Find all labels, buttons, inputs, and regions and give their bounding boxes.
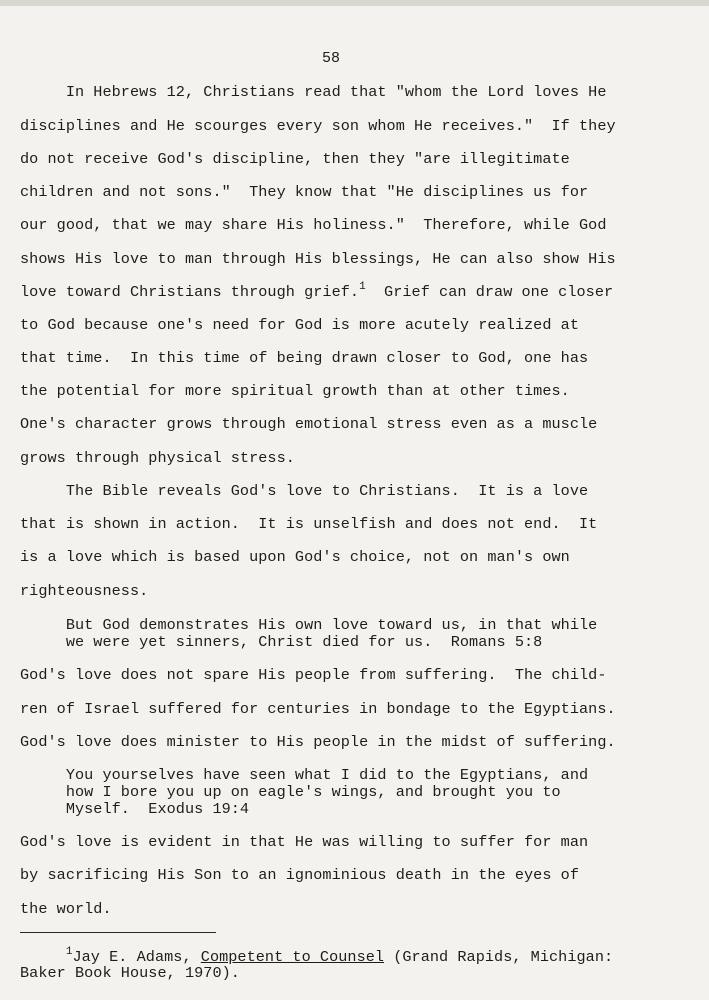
footnote-author: Jay E. Adams, [72,948,201,966]
block-quote-1-line-1: But God demonstrates His own love toward us, in that while [20,616,598,634]
paragraph-1-line-7 [20,283,613,303]
paragraph-1-line-12: grows through physical stress. [20,449,295,467]
footnote-publisher-place: (Grand Rapids, Michigan: [384,948,614,966]
paragraph-1-line-4: children and not sons." They know that "He disciplines us for [20,183,589,201]
paragraph-2-line-3: is a love which is based upon God's choice, not on man's own [20,548,570,566]
block-quote-2-line-2: how I bore you up on eagle's wings, and brought you to [20,783,561,801]
paragraph-1-line-8: to God because one's need for God is more acutely realized at [20,316,580,334]
paragraph-1-line-10: the potential for more spiritual growth than at other times. [20,382,570,400]
paragraph-3-line-1: God's love does not spare His people from suffering. The child- [20,666,607,684]
footnote-line-2: Baker Book House, 1970). [20,964,240,982]
page-top-edge [0,0,709,6]
paragraph-1-line-5: our good, that we may share His holiness." Therefore, while God [20,216,607,234]
paragraph-1-line-11: One's character grows through emotional stress even as a muscle [20,415,598,433]
footnote-reference: 1 [359,281,366,293]
paragraph-3-line-3: God's love does minister to His people in the midst of suffering. [20,733,616,751]
block-quote-2-line-1: You yourselves have seen what I did to the Egyptians, and [20,766,589,784]
block-quote-1-line-2: we were yet sinners, Christ died for us. Romans 5:8 [20,633,543,651]
block-quote-2-line-3: Myself. Exodus 19:4 [20,800,250,818]
footnote-divider [20,932,216,933]
paragraph-2-line-1: The Bible reveals God's love to Christians. It is a love [20,482,589,500]
paragraph-4-line-3: the world. [20,900,112,918]
paragraph-1-line-2: disciplines and He scourges every son whom He receives." If they [20,117,616,135]
paragraph-4-line-2: by sacrificing His Son to an ignominious death in the eyes of [20,866,580,884]
paragraph-4-line-1: God's love is evident in that He was willing to suffer for man [20,833,589,851]
footnote-book-title: Competent to Counsel [200,948,385,966]
paragraph-1-line-3: do not receive God's discipline, then they "are illegitimate [20,150,570,168]
paragraph-1-line-9: that time. In this time of being drawn closer to God, one has [20,349,589,367]
paragraph-2-line-2: that is shown in action. It is unselfish and does not end. It [20,515,598,533]
paragraph-1-line-6: shows His love to man through His blessings, He can also show His [20,250,616,268]
paragraph-1-line-7-b: Grief can draw one closer [365,283,614,301]
footnote-number: 1 [65,946,73,958]
page-number: 58 [322,50,341,67]
paragraph-1-line-7-a: love toward Christians through grief. [20,283,360,301]
paragraph-3-line-2: ren of Israel suffered for centuries in bondage to the Egyptians. [20,700,616,718]
paragraph-1-line-1: In Hebrews 12, Christians read that "whom the Lord loves He [20,83,607,101]
paragraph-2-line-4: righteousness. [20,582,149,600]
